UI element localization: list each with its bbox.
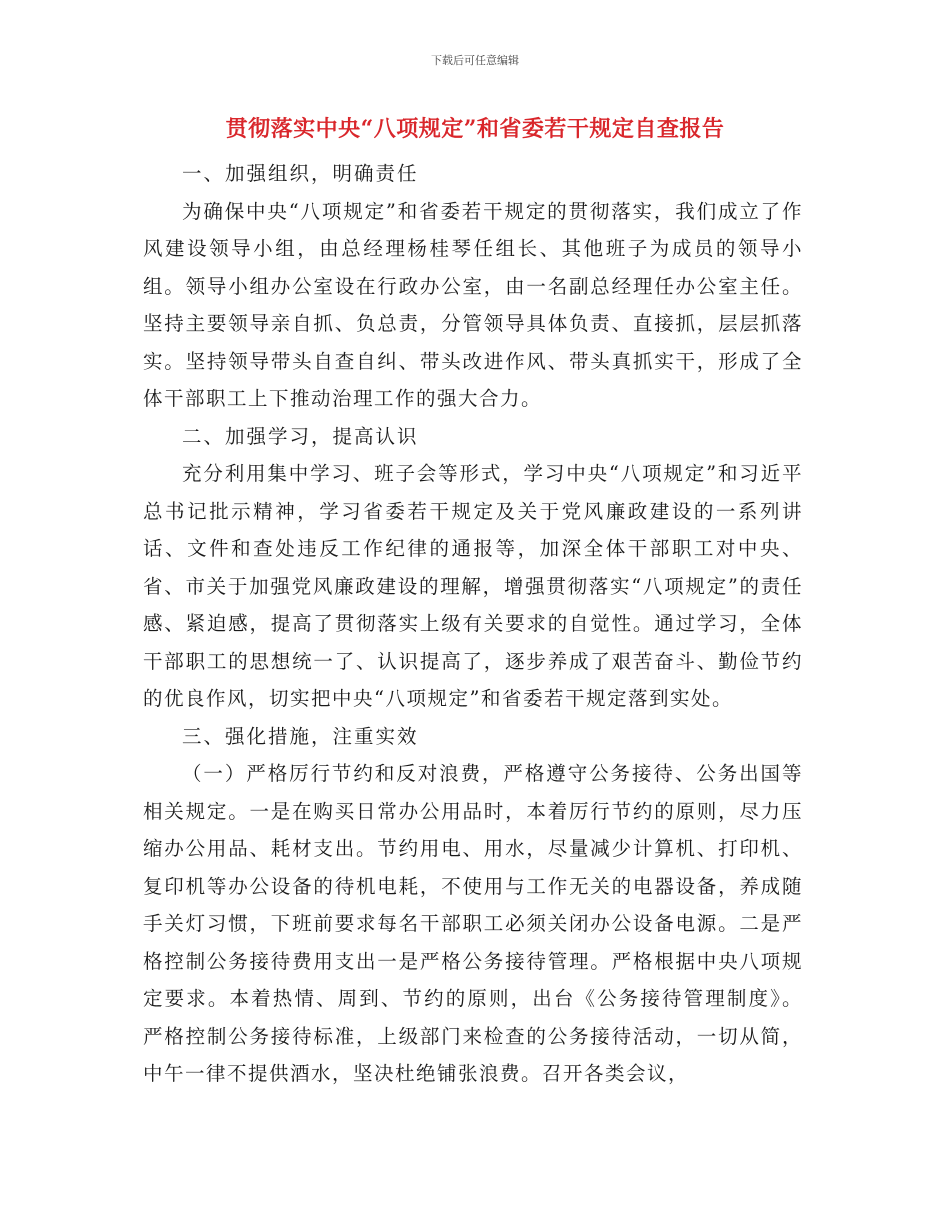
section-heading-2: 二、加强学习，提高认识: [182, 424, 419, 448]
document-body: [143, 155, 803, 1093]
paragraph-2: 充分利用集中学习、班子会等形式，学习中央“八项规定”和习近平总书记批示精神，学习省委若干规定及关于党风廉政建设的一系列讲话、文件和查处违反工作纪律的通报等，加深全体干部职工对中央、省、市关于加强党风廉政建设的理解，增强贯彻落实“八项规定”的责任感、紧迫感，提高了贯彻落实上级有关要求的自觉性。通过学习，全体干部职工的思想统一了、认识提高了，逐步养成了艰苦奋斗、勤俭节约的优良作风，切实把中央“八项规定”和省委若干规定落到实处。: [143, 462, 803, 710]
page-header: 下载后可任意编辑: [431, 54, 519, 67]
document-title: 贯彻落实中央“八项规定”和省委若干规定自查报告: [225, 116, 725, 142]
paragraph-3: （一）严格厉行节约和反对浪费，严格遵守公务接待、公务出国等相关规定。一是在购买日常办公用品时，本着厉行节约的原则，尽力压缩办公用品、耗材支出。节约用电、用水，尽量减少计算机、打印机、复印机等办公设备的待机电耗，不使用与工作无关的电器设备，养成随手关灯习惯，下班前要求每名干部职工必须关闭办公设备电源。二是严格控制公务接待费用支出一是严格公务接待管理。严格根据中央八项规定要求。本着热情、周到、节约的原则，出台《公务接待管理制度》。严格控制公务接待标准，上级部门来检查的公务接待活动，一切从简，中午一律不提供酒水，坚决杜绝铺张浪费。召开各类会议，: [143, 762, 803, 1085]
paragraph-1: 为确保中央“八项规定”和省委若干规定的贯彻落实，我们成立了作风建设领导小组，由总经理杨桂琴任组长、其他班子为成员的领导小组。领导小组办公室设在行政办公室，由一名副总经理任办公室主任。坚持主要领导亲自抓、负总责，分管领导具体负责、直接抓，层层抓落实。坚持领导带头自查自纠、带头改进作风、带头真抓实干，形成了全体干部职工上下推动治理工作的强大合力。: [143, 199, 803, 410]
section-heading-3: 三、强化措施，注重实效: [182, 724, 419, 748]
section-heading-1: 一、加强组织，明确责任: [182, 162, 419, 185]
